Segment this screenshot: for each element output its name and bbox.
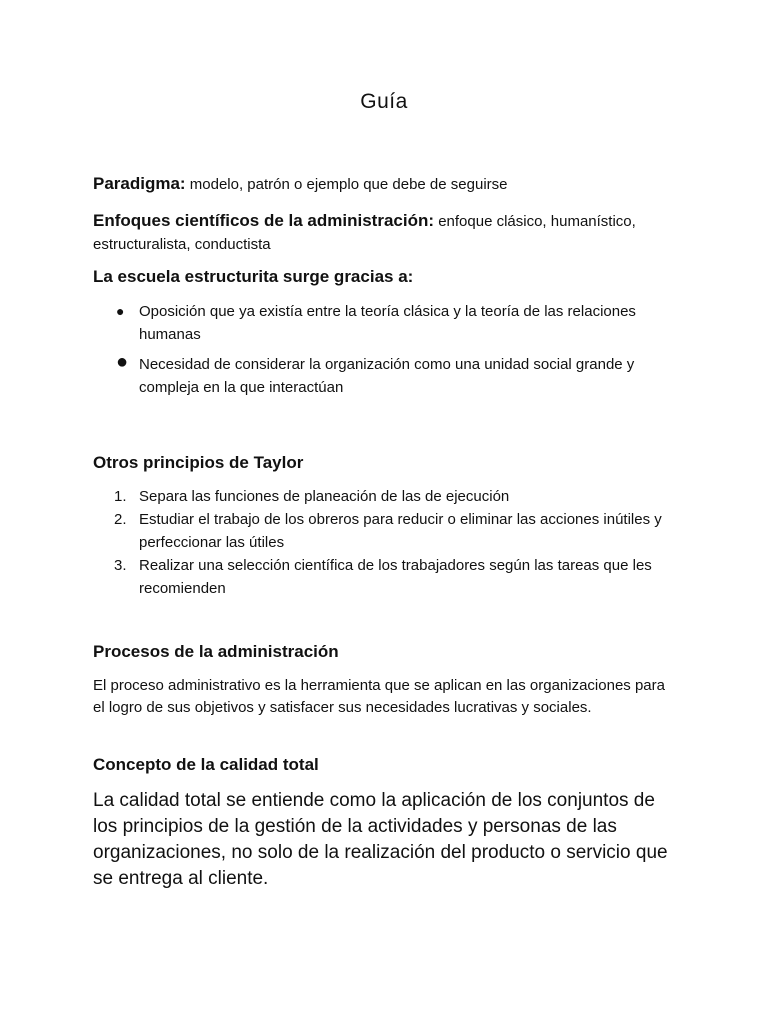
section-heading-taylor: Otros principios de Taylor (93, 453, 304, 472)
list-number: 1. (114, 488, 127, 505)
section-heading-calidad: Concepto de la calidad total (93, 755, 319, 774)
definition-text: modelo, patrón o ejemplo que debe de seguirse (189, 176, 508, 193)
definition-paradigma (93, 172, 683, 196)
bullet-text: Oposición que ya existía entre la teoría clásica y la teoría de las relaciones humanas (139, 303, 636, 343)
list-number: 2. (114, 511, 127, 528)
list-item (114, 353, 674, 399)
section-heading-procesos: Procesos de la administración (93, 642, 339, 661)
list-text: Realizar una selección científica de los trabajadores según las tareas que les recomienden (139, 557, 652, 597)
list-text: Estudiar el trabajo de los obreros para reducir o eliminar las acciones inútiles y perfeccionar las útiles (139, 511, 662, 551)
paragraph-calidad: La calidad total se entiende como la aplicación de los conjuntos de los principios de la gestión de la actividades y personas de las organizaciones, no solo de la realización del producto o servicio que se entrega al cliente. (93, 790, 668, 889)
paragraph-procesos: El proceso administrativo es la herramienta que se aplican en las organizaciones para el logro de sus objetivos y satisfacer sus necesidades lucrativas y sociales. (93, 677, 665, 716)
page-title: Guía (360, 90, 408, 113)
list-item (114, 485, 674, 508)
definition-term: Paradigma: (93, 174, 186, 193)
list-number: 3. (114, 557, 127, 574)
list-item (114, 300, 674, 346)
list-item (114, 554, 674, 600)
bullet-icon: ● (116, 303, 125, 319)
definition-text: enfoque clásico, humanístico, estructuralista, conductista (93, 213, 636, 253)
list-text: Separa las funciones de planeación de las de ejecución (139, 488, 510, 505)
definition-term: Enfoques científicos de la administración: (93, 211, 435, 230)
numbered-list (114, 485, 674, 600)
bullet-icon: ● (116, 351, 129, 373)
list-item (114, 508, 674, 554)
definition-enfoques (93, 209, 683, 256)
section-heading-estructuralista: La escuela estructurita surge gracias a: (93, 267, 414, 286)
bullet-list (114, 300, 674, 406)
bullet-text: Necesidad de considerar la organización como una unidad social grande y compleja en la que interactúan (139, 356, 635, 396)
